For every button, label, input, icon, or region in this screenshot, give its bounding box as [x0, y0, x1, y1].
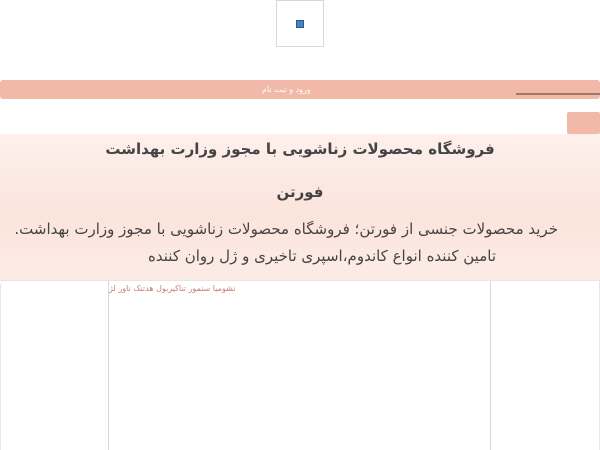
frame-caption: نشومیا سنمور تناکیربول هدتنک ناور لژ: [109, 284, 236, 293]
site-logo[interactable]: [276, 0, 324, 47]
left-column: [0, 281, 109, 450]
content-area: [0, 280, 600, 450]
right-column: [491, 281, 600, 450]
hero-description-line2: تامین کننده انواع کاندوم،اسپری تاخیری و ژل روان کننده: [148, 247, 496, 265]
search-underline[interactable]: [516, 93, 600, 95]
top-bar: [0, 80, 600, 99]
login-register-link[interactable]: ورود و ثبت نام: [262, 85, 311, 94]
hero-brand: فورتن: [276, 183, 324, 201]
logo-image-icon: [296, 20, 304, 28]
hero-description-line1: خرید محصولات جنسی از فورتن؛ فروشگاه محصولات زناشویی با مجوز وزارت بهداشت.: [14, 220, 558, 238]
menu-button[interactable]: [567, 112, 600, 134]
embedded-frame: [109, 281, 491, 450]
hero-section: [0, 134, 600, 280]
hero-title: فروشگاه محصولات زناشویی با مجوز وزارت بهداشت: [105, 140, 495, 158]
